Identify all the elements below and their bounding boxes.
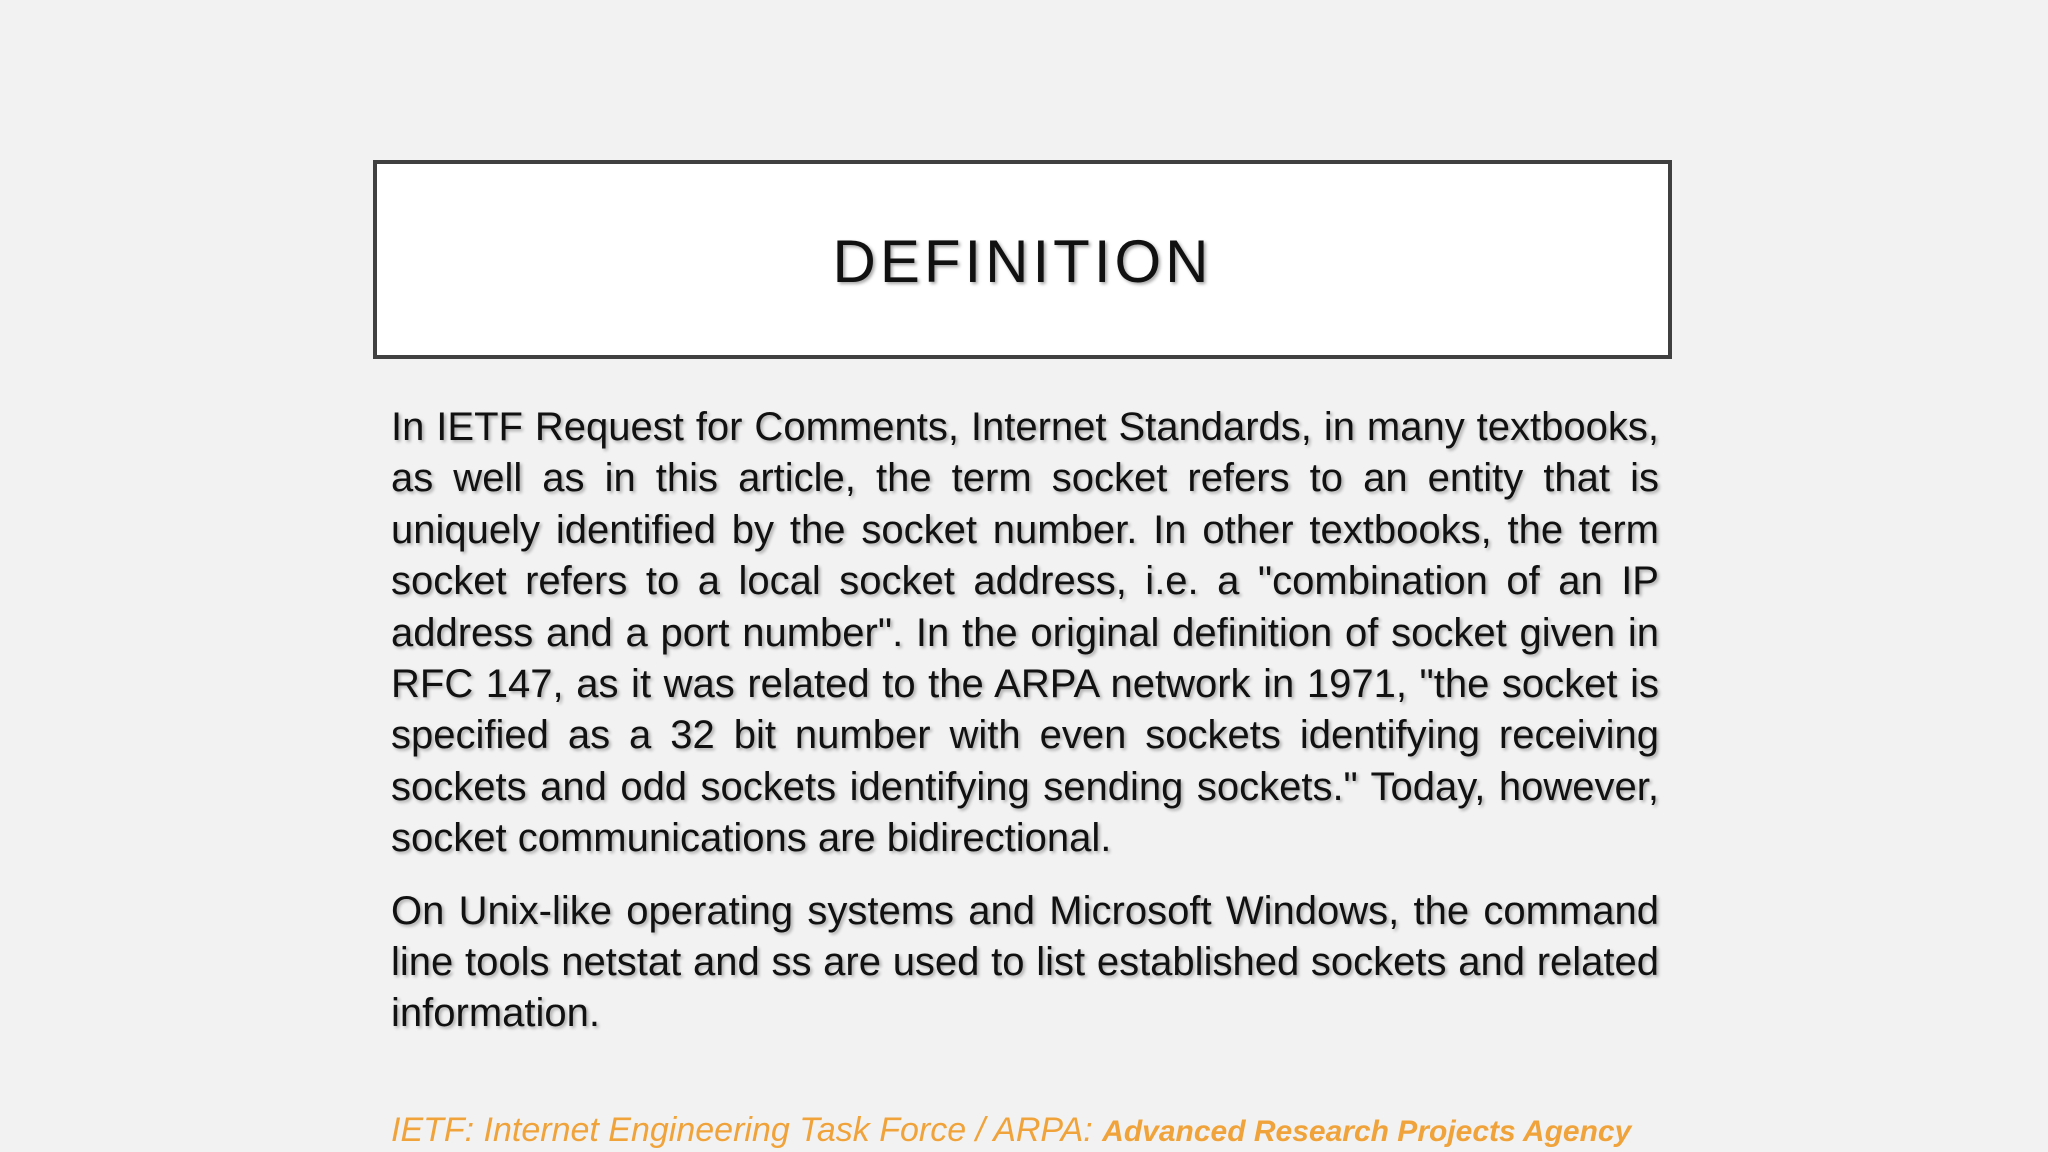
footnote — [391, 1110, 1691, 1152]
title-box — [373, 160, 1672, 359]
paragraph-socket-definition: In IETF Request for Comments, Internet Standards, in many textbooks, as well as in this article, the term socket refers to an entity that is uniquely identified by the socket number. In other textbooks, the term socket refers to a local socket address, i.e. a "combination of an IP address and a port number". In the original definition of socket given in RFC 147, as it was related to the ARPA network in 1971, "the socket is specified as a 32 bit number with even sockets identifying receiving sockets and odd sockets identifying sending sockets." Today, however, socket communications are bidirectional. — [391, 405, 1659, 861]
slide-body — [391, 402, 1659, 1040]
slide-title: DEFINITION — [832, 228, 1213, 295]
footnote-prefix: IETF: Internet Engineering Task Force / ARPA: — [391, 1111, 1103, 1149]
footnote-bold-text: Advanced Research Projects Agency — [1102, 1115, 1632, 1148]
paragraph-command-line-tools: On Unix-like operating systems and Microsoft Windows, the command line tools netstat and ss are used to list established sockets and related information. — [391, 888, 1659, 1036]
